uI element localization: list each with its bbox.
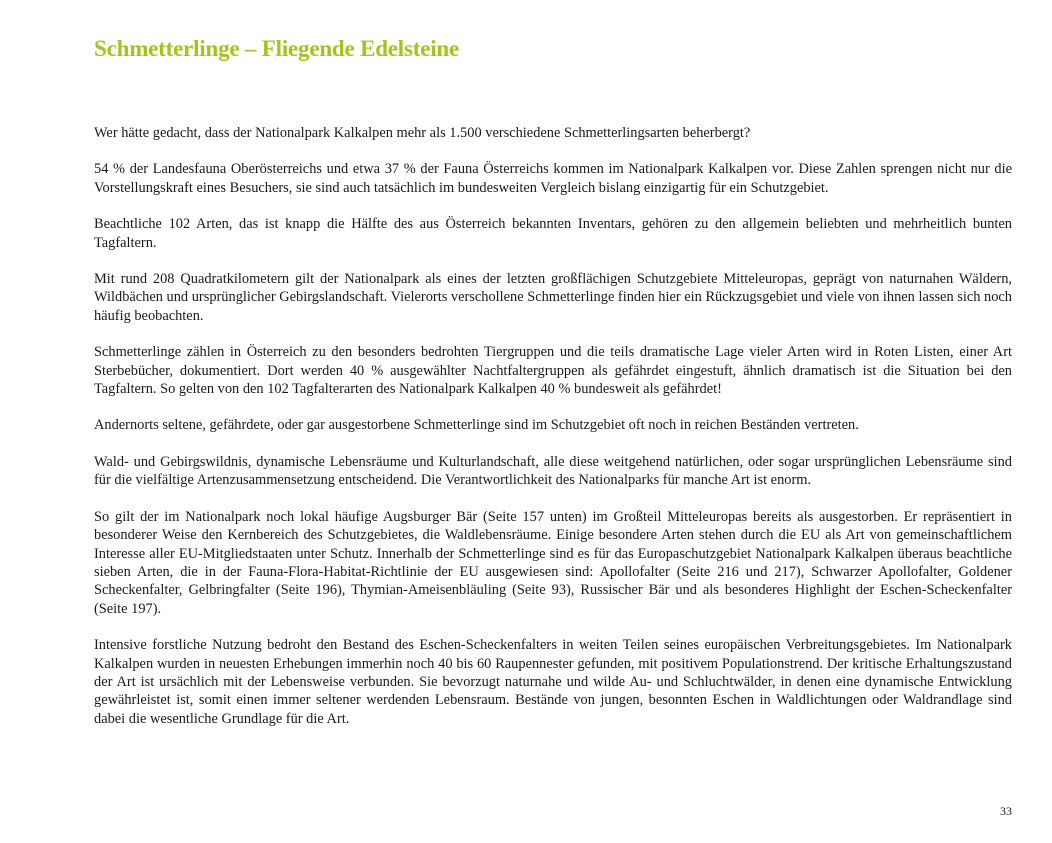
paragraph: Mit rund 208 Quadratkilometern gilt der Nationalpark als eines der letzten großflächigen Schutzgebiete Mitteleuropas, geprägt von naturnahen Wäldern, Wildbächen und ursprünglicher Gebirgslandschaft. Vielerorts verschollene Schmetterlinge finden hier ein Rückzugsgebiet und viele von ihnen lassen sich noch häufig beobachten. (94, 271, 1012, 324)
paragraph: Schmetterlinge zählen in Österreich zu den besonders bedrohten Tiergruppen und die teils dramatische Lage vieler Arten wird in Roten Listen, einer Art Sterbebücher, dokumentiert. Dort werden 40 % ausgewählter Nachtfaltergruppen als gefährdet eingestuft, ähnlich dramatisch ist die Situation bei den Tagfaltern. So gelten von den 102 Tagfalterarten des Nationalpark Kalkalpen 40 % bundesweit als gefährdet! (94, 344, 1012, 398)
page-number: 33 (1000, 804, 1012, 818)
paragraph: Beachtliche 102 Arten, das ist knapp die Hälfte des aus Österreich bekannten Inventars, gehören zu den allgemein beliebten und mehrheitlich bunten Tagfaltern. (94, 216, 1012, 251)
paragraph-intro: Wer hätte gedacht, dass der Nationalpark Kalkalpen mehr als 1.500 verschiedene Schmetterlingsarten beherbergt? (94, 125, 751, 141)
paragraph: Intensive forstliche Nutzung bedroht den Bestand des Eschen-Scheckenfalters in weiten Teilen seines europäischen Verbreitungsgebietes. Im Nationalpark Kalkalpen wurden in neuesten Erhebungen immerhin noch 40 bis 60 Raupennester gefunden, mit positivem Populationstrend. Der kritische Erhaltungszustand der Art ist ursächlich mit der Lebensweise verbunden. Sie bevorzugt naturnahe und wilde Au- und Schluchtwälder, in denen eine dynamische Entwicklung gewährleistet ist, somit einen immer seltener werdenden Lebensraum. Bestände von jungen, besonnten Eschen in Waldlichtungen oder Waldrandlage sind dabei die wesentliche Grundlage für die Art. (94, 637, 1012, 727)
paragraph: 54 % der Landesfauna Oberösterreichs und etwa 37 % der Fauna Österreichs kommen im Nationalpark Kalkalpen vor. Diese Zahlen sprengen nicht nur die Vorstellungskraft eines Besuchers, sie sind auch tatsächlich im bundesweiten Vergleich bislang einzigartig für ein Schutzgebiet. (94, 161, 1012, 196)
article-body (94, 124, 1012, 746)
paragraph: Andernorts seltene, gefährdete, oder gar ausgestorbene Schmetterlinge sind im Schutzgebiet oft noch in reichen Beständen vertreten. (94, 417, 859, 434)
paragraph: So gilt der im Nationalpark noch lokal häufige Augsburger Bär (Seite 157 unten) im Großteil Mitteleuropas bereits als ausgestorben. Er repräsentiert in besonderer Weise den Kernbereich des Schutzgebietes, die Waldlebensräume. Einige besondere Arten stehen durch die EU als Art von gemeinschaftlichem Interesse aller EU-Mitgliedstaaten unter Schutz. Innerhalb der Schmetterlinge sind es für das Europaschutzgebiet Nationalpark Kalkalpen überaus beachtliche sieben Arten, die in der Fauna-Flora-Habitat-Richtlinie der EU ausgewiesen sind: Apollofalter (Seite 216 und 217), Schwarzer Apollofalter, Goldener Scheckenfalter, Gelbringfalter (Seite 196), Thymian-Ameisenbläuling (Seite 93), Russischer Bär und als besonderes Highlight der Eschen-Scheckenfalter (Seite 197). (94, 508, 1012, 617)
page-title: Schmetterlinge – Fliegende Edelsteine (94, 36, 460, 61)
paragraph: Wald- und Gebirgswildnis, dynamische Lebensräume und Kulturlandschaft, alle diese weitgehend natürlichen, oder sogar ursprünglichen Lebensräume sind für die vielfältige Artenzusammensetzung entscheidend. Die Verantwortlichkeit des Nationalparks für manche Art ist enorm. (94, 453, 1012, 489)
